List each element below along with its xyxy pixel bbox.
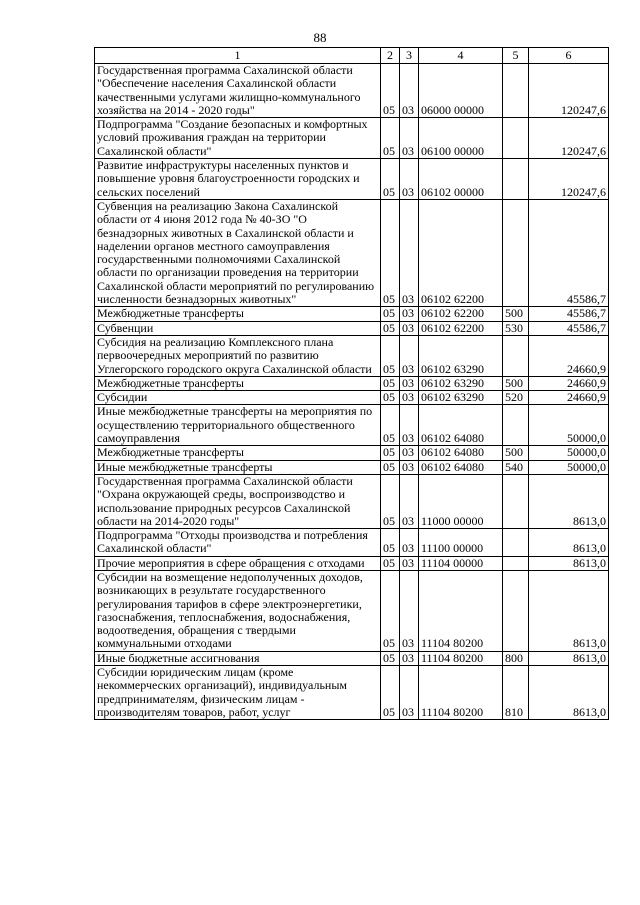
section-code: 05 bbox=[381, 460, 400, 474]
section-code: 05 bbox=[381, 474, 400, 528]
item-name: Государственная программа Сахалинской области "Охрана окружающей среды, воспроизводство и использование природных ресурсов Сахалинской области на 2014-2020 годы" bbox=[95, 474, 381, 528]
item-name: Субвенции bbox=[95, 321, 381, 335]
item-name: Субвенция на реализацию Закона Сахалинской области от 4 июня 2012 года № 40-ЗО "О безнадзорных животных в Сахалинской области и наделении органов местного самоуправления государственными полномочиями Сахалинской области по организации проведения на территории Сахалинской области мероприятий по регулированию численности безнадзорных животных" bbox=[95, 199, 381, 306]
target-article-code: 11104 80200 bbox=[419, 570, 503, 651]
expense-type-code: 540 bbox=[503, 460, 529, 474]
section-code: 05 bbox=[381, 376, 400, 390]
subsection-code: 03 bbox=[400, 159, 419, 200]
amount: 8613,0 bbox=[529, 474, 609, 528]
target-article-code: 11104 80200 bbox=[419, 666, 503, 720]
expense-type-code: 810 bbox=[503, 666, 529, 720]
expense-type-code bbox=[503, 556, 529, 570]
amount: 8613,0 bbox=[529, 666, 609, 720]
item-name: Иные межбюджетные трансферты bbox=[95, 460, 381, 474]
expense-type-code: 500 bbox=[503, 376, 529, 390]
amount: 45586,7 bbox=[529, 321, 609, 335]
table-body bbox=[95, 64, 609, 720]
section-code: 05 bbox=[381, 118, 400, 159]
expense-type-code bbox=[503, 570, 529, 651]
subsection-code: 03 bbox=[400, 651, 419, 665]
section-code: 05 bbox=[381, 391, 400, 405]
section-code: 05 bbox=[381, 307, 400, 321]
target-article-code: 06102 64080 bbox=[419, 460, 503, 474]
subsection-code: 03 bbox=[400, 570, 419, 651]
table-row bbox=[95, 405, 609, 446]
header-col-5: 5 bbox=[503, 48, 529, 64]
target-article-code: 11000 00000 bbox=[419, 474, 503, 528]
amount: 24660,9 bbox=[529, 391, 609, 405]
table-row bbox=[95, 446, 609, 460]
item-name: Прочие мероприятия в сфере обращения с отходами bbox=[95, 556, 381, 570]
budget-table bbox=[94, 47, 609, 720]
amount: 45586,7 bbox=[529, 307, 609, 321]
header-col-2: 2 bbox=[381, 48, 400, 64]
expense-type-code bbox=[503, 529, 529, 557]
amount: 50000,0 bbox=[529, 460, 609, 474]
subsection-code: 03 bbox=[400, 391, 419, 405]
item-name: Субсидии bbox=[95, 391, 381, 405]
section-code: 05 bbox=[381, 159, 400, 200]
expense-type-code: 530 bbox=[503, 321, 529, 335]
table-row bbox=[95, 651, 609, 665]
section-code: 05 bbox=[381, 556, 400, 570]
amount: 120247,6 bbox=[529, 64, 609, 118]
subsection-code: 03 bbox=[400, 64, 419, 118]
item-name: Развитие инфраструктуры населенных пунктов и повышение уровня благоустроенности городских и сельских поселений bbox=[95, 159, 381, 200]
subsection-code: 03 bbox=[400, 529, 419, 557]
item-name: Субсидия на реализацию Комплексного плана первоочередных мероприятий по развитию Углегорского городского округа Сахалинской области bbox=[95, 335, 381, 376]
expense-type-code bbox=[503, 159, 529, 200]
table-row bbox=[95, 307, 609, 321]
amount: 8613,0 bbox=[529, 570, 609, 651]
target-article-code: 06102 63290 bbox=[419, 376, 503, 390]
target-article-code: 06102 00000 bbox=[419, 159, 503, 200]
target-article-code: 06100 00000 bbox=[419, 118, 503, 159]
amount: 50000,0 bbox=[529, 446, 609, 460]
item-name: Межбюджетные трансферты bbox=[95, 376, 381, 390]
section-code: 05 bbox=[381, 529, 400, 557]
expense-type-code: 500 bbox=[503, 307, 529, 321]
table-row bbox=[95, 570, 609, 651]
expense-type-code: 500 bbox=[503, 446, 529, 460]
table-row bbox=[95, 460, 609, 474]
item-name: Иные межбюджетные трансферты на мероприятия по осуществлению территориального общественного самоуправления bbox=[95, 405, 381, 446]
subsection-code: 03 bbox=[400, 321, 419, 335]
header-col-1: 1 bbox=[95, 48, 381, 64]
table-row bbox=[95, 321, 609, 335]
expense-type-code bbox=[503, 474, 529, 528]
table-row bbox=[95, 118, 609, 159]
item-name: Подпрограмма "Отходы производства и потребления Сахалинской области" bbox=[95, 529, 381, 557]
section-code: 05 bbox=[381, 666, 400, 720]
page-number: 88 bbox=[313, 30, 327, 45]
table-row bbox=[95, 556, 609, 570]
target-article-code: 11104 00000 bbox=[419, 556, 503, 570]
subsection-code: 03 bbox=[400, 376, 419, 390]
amount: 120247,6 bbox=[529, 159, 609, 200]
item-name: Межбюджетные трансферты bbox=[95, 307, 381, 321]
section-code: 05 bbox=[381, 405, 400, 446]
table-row bbox=[95, 376, 609, 390]
amount: 45586,7 bbox=[529, 199, 609, 306]
section-code: 05 bbox=[381, 570, 400, 651]
target-article-code: 06102 62200 bbox=[419, 307, 503, 321]
target-article-code: 11104 80200 bbox=[419, 651, 503, 665]
table-row bbox=[95, 335, 609, 376]
amount: 120247,6 bbox=[529, 118, 609, 159]
table-row bbox=[95, 474, 609, 528]
target-article-code: 06102 64080 bbox=[419, 446, 503, 460]
amount: 50000,0 bbox=[529, 405, 609, 446]
item-name: Субсидии на возмещение недополученных доходов, возникающих в результате государственного регулирования тарифов в сфере электроэнергетики, газоснабжения, теплоснабжения, водоснабжения, водоотведения, обращения с твердыми коммунальными отходами bbox=[95, 570, 381, 651]
subsection-code: 03 bbox=[400, 405, 419, 446]
table-row bbox=[95, 529, 609, 557]
expense-type-code bbox=[503, 199, 529, 306]
item-name: Подпрограмма "Создание безопасных и комфортных условий проживания граждан на территории Сахалинской области" bbox=[95, 118, 381, 159]
expense-type-code bbox=[503, 118, 529, 159]
table-row bbox=[95, 666, 609, 720]
item-name: Субсидии юридическим лицам (кроме некоммерческих организаций), индивидуальным предпринимателям, физическим лицам - производителям товаров, работ, услуг bbox=[95, 666, 381, 720]
header-col-3: 3 bbox=[400, 48, 419, 64]
table-row bbox=[95, 159, 609, 200]
target-article-code: 06102 63290 bbox=[419, 335, 503, 376]
amount: 8613,0 bbox=[529, 529, 609, 557]
expense-type-code bbox=[503, 335, 529, 376]
target-article-code: 06102 63290 bbox=[419, 391, 503, 405]
subsection-code: 03 bbox=[400, 556, 419, 570]
table-row bbox=[95, 64, 609, 118]
target-article-code: 06000 00000 bbox=[419, 64, 503, 118]
expense-type-code bbox=[503, 405, 529, 446]
table-row bbox=[95, 391, 609, 405]
section-code: 05 bbox=[381, 199, 400, 306]
item-name: Межбюджетные трансферты bbox=[95, 446, 381, 460]
target-article-code: 06102 62200 bbox=[419, 321, 503, 335]
table-row bbox=[95, 199, 609, 306]
target-article-code: 06102 62200 bbox=[419, 199, 503, 306]
amount: 24660,9 bbox=[529, 376, 609, 390]
target-article-code: 11100 00000 bbox=[419, 529, 503, 557]
item-name: Иные бюджетные ассигнования bbox=[95, 651, 381, 665]
amount: 8613,0 bbox=[529, 556, 609, 570]
subsection-code: 03 bbox=[400, 335, 419, 376]
subsection-code: 03 bbox=[400, 460, 419, 474]
section-code: 05 bbox=[381, 64, 400, 118]
section-code: 05 bbox=[381, 446, 400, 460]
amount: 24660,9 bbox=[529, 335, 609, 376]
expense-type-code: 800 bbox=[503, 651, 529, 665]
header-row bbox=[95, 48, 609, 64]
subsection-code: 03 bbox=[400, 307, 419, 321]
target-article-code: 06102 64080 bbox=[419, 405, 503, 446]
header-col-6: 6 bbox=[529, 48, 609, 64]
subsection-code: 03 bbox=[400, 118, 419, 159]
item-name: Государственная программа Сахалинской области "Обеспечение населения Сахалинской области качественными услугами жилищно-коммунального хозяйства на 2014 - 2020 годы" bbox=[95, 64, 381, 118]
subsection-code: 03 bbox=[400, 199, 419, 306]
section-code: 05 bbox=[381, 321, 400, 335]
section-code: 05 bbox=[381, 335, 400, 376]
expense-type-code: 520 bbox=[503, 391, 529, 405]
header-col-4: 4 bbox=[419, 48, 503, 64]
section-code: 05 bbox=[381, 651, 400, 665]
subsection-code: 03 bbox=[400, 474, 419, 528]
expense-type-code bbox=[503, 64, 529, 118]
subsection-code: 03 bbox=[400, 666, 419, 720]
amount: 8613,0 bbox=[529, 651, 609, 665]
subsection-code: 03 bbox=[400, 446, 419, 460]
